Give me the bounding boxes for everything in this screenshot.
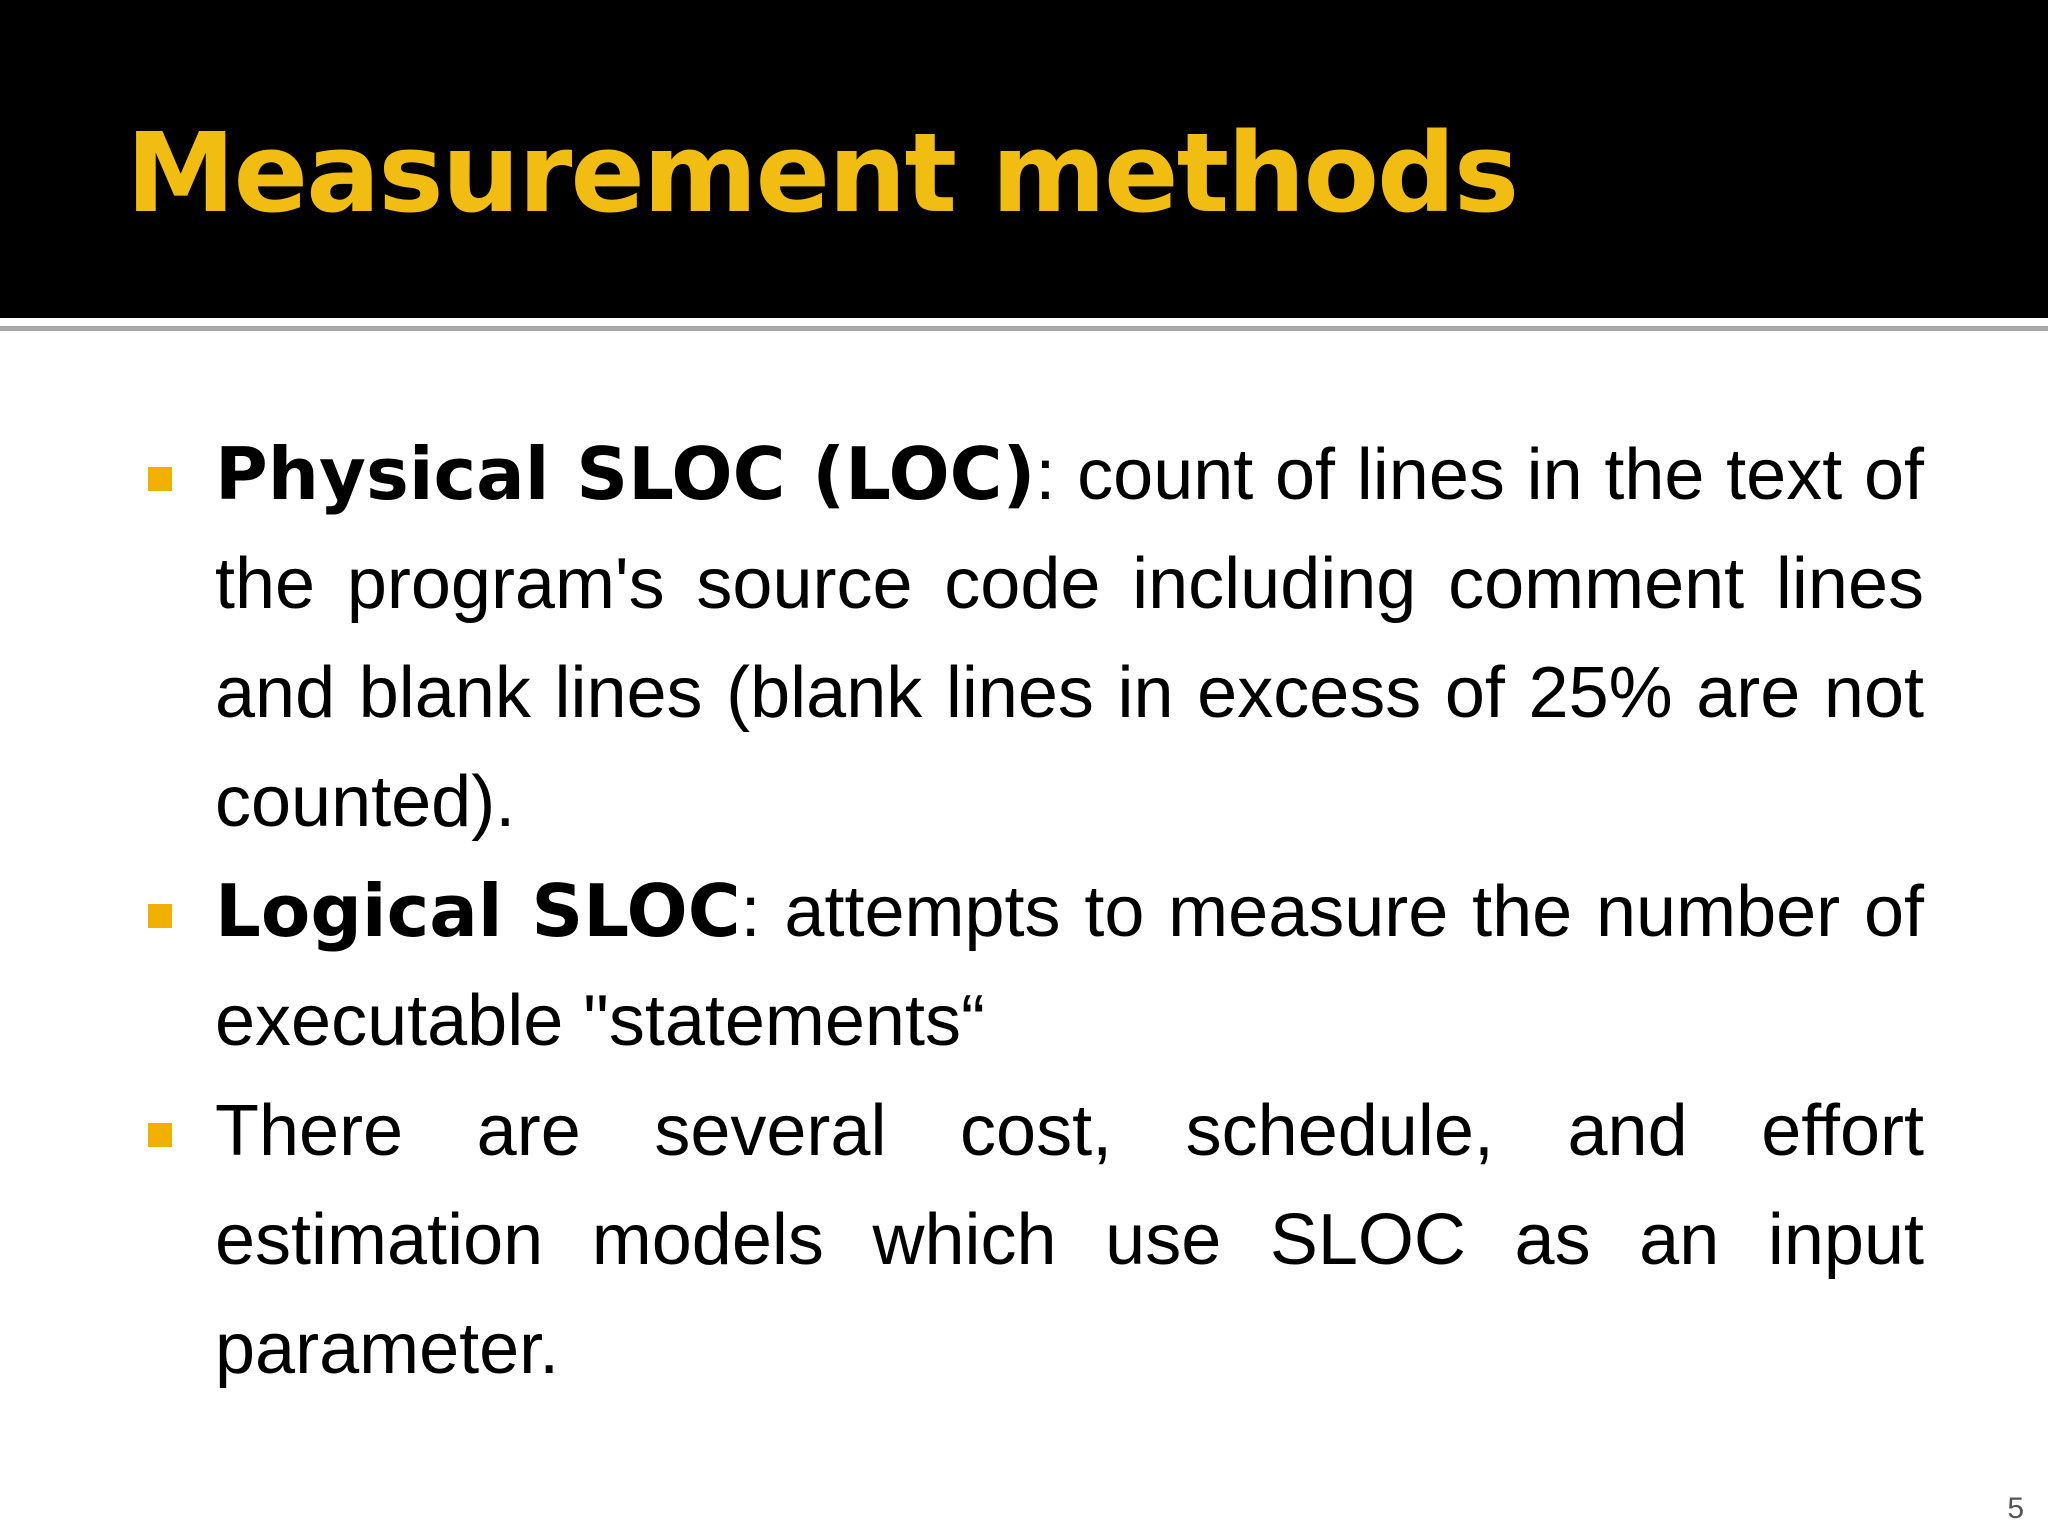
bullet-text: : attempts to measure the number of executable "statements“ xyxy=(215,872,1924,1061)
bullet-list xyxy=(140,420,1924,1404)
title-divider-shadow xyxy=(0,326,2048,331)
title-bar xyxy=(0,0,2048,318)
bullet-term: Physical SLOC (LOC) xyxy=(215,432,1036,516)
bullet-item-physical-sloc xyxy=(140,420,1924,857)
bullet-item-estimation-models xyxy=(140,1076,1924,1404)
title-divider xyxy=(0,318,2048,322)
bullet-text: : count of lines in the text of the program's source code including comment lines and blank lines (blank lines in excess of 25% are not counted). xyxy=(215,435,1925,842)
page-number: 5 xyxy=(2007,1492,2024,1525)
bullet-item-logical-sloc xyxy=(140,857,1924,1076)
bullet-term: Logical SLOC xyxy=(215,869,741,953)
bullet-square-icon xyxy=(148,904,172,928)
bullet-square-icon xyxy=(148,1123,172,1147)
bullet-square-icon xyxy=(148,467,172,491)
slide-title: Measurement methods xyxy=(126,109,1518,237)
slide-content xyxy=(140,420,1924,1404)
bullet-text: There are several cost, schedule, and effort estimation models which use SLOC as an input parameter. xyxy=(215,1091,1924,1389)
